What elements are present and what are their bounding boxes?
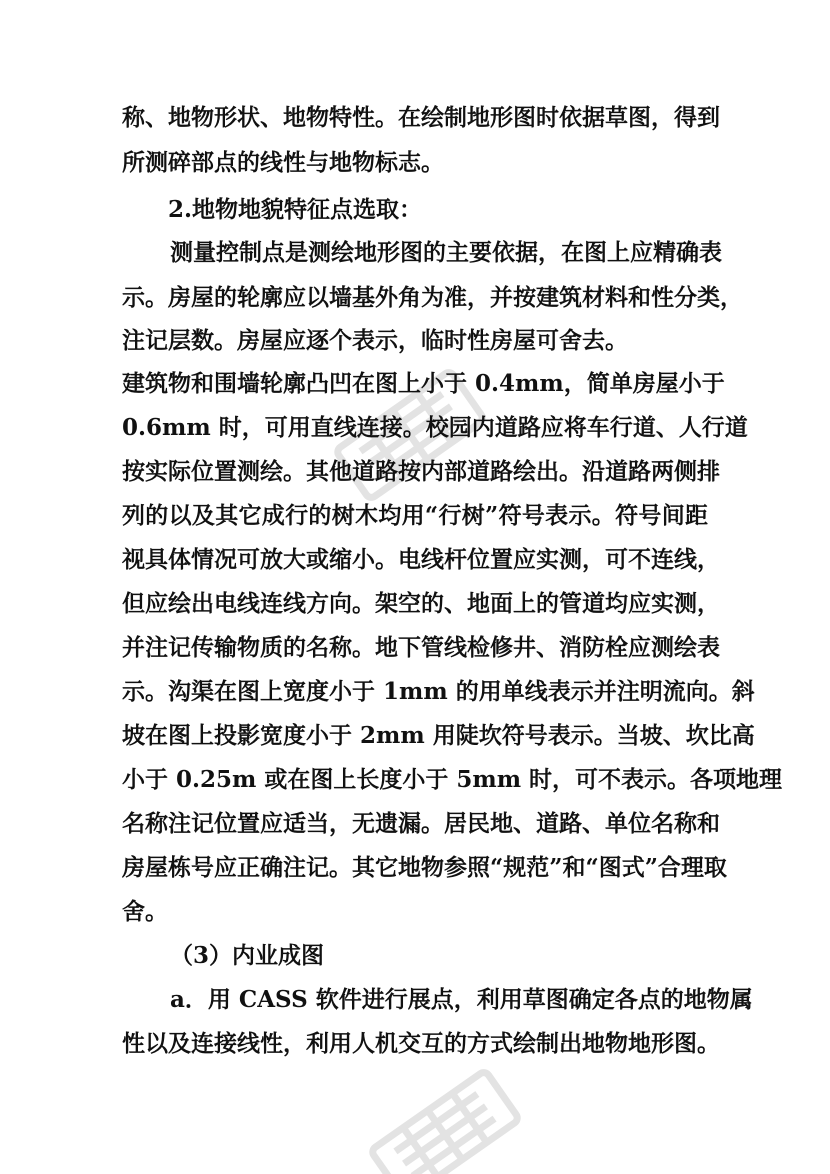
text-line-6: 注记层数。房屋应逐个表示，临时性房屋可舍去。 (122, 327, 628, 354)
text-line-18: 房屋栋号应正确注记。其它地物参照“规范”和“图式”合理取 (122, 854, 727, 881)
text-line-19: 舍。 (122, 898, 168, 925)
text-line-21: a．用 CASS 软件进行展点，利用草图确定各点的地物属 (170, 986, 753, 1013)
text-line-14: 示。沟渠在图上宽度小于 1mm 的用单线表示并注明流向。斜 (122, 678, 755, 705)
text-line-17: 名称注记位置应适当，无遗漏。居民地、道路、单位名称和 (122, 810, 720, 837)
bottom-watermark-stamp (355, 1045, 535, 1174)
section-heading-3: （3）内业成图 (170, 942, 325, 969)
text-line-9: 按实际位置测绘。其他道路按内部道路绘出。沿道路两侧排 (122, 458, 720, 485)
text-line-1: 称、地物形状、地物特性。在绘制地形图时依据草图，得到 (122, 104, 720, 131)
section-heading-2: 2.地物地貌特征点选取： (168, 196, 423, 223)
text-line-2: 所测碎部点的线性与地物标志。 (122, 149, 444, 176)
text-line-12: 但应绘出电线连线方向。架空的、地面上的管道均应实测， (122, 590, 720, 617)
text-line-8: 0.6mm 时，可用直线连接。校园内道路应将车行道、人行道 (122, 414, 748, 441)
text-line-10: 列的以及其它成行的树木均用“行树”符号表示。符号间距 (122, 502, 708, 529)
text-line-22: 性以及连接线性，利用人机交互的方式绘制出地物地形图。 (122, 1030, 720, 1057)
text-line-15: 坡在图上投影宽度小于 2mm 用陡坎符号表示。当坡、坎比高 (122, 722, 755, 749)
text-line-7: 建筑物和围墙轮廓凸凹在图上小于 0.4mm，简单房屋小于 (122, 370, 725, 397)
text-line-11: 视具体情况可放大或缩小。电线杆位置应实测，可不连线， (122, 546, 720, 573)
text-line-5: 示。房屋的轮廓应以墙基外角为准，并按建筑材料和性分类， (122, 284, 743, 311)
text-line-4: 测量控制点是测绘地形图的主要依据，在图上应精确表 (170, 239, 722, 266)
text-line-13: 并注记传输物质的名称。地下管线检修井、消防栓应测绘表 (122, 634, 720, 661)
text-line-16: 小于 0.25m 或在图上长度小于 5mm 时，可不表示。各项地理 (122, 766, 783, 793)
